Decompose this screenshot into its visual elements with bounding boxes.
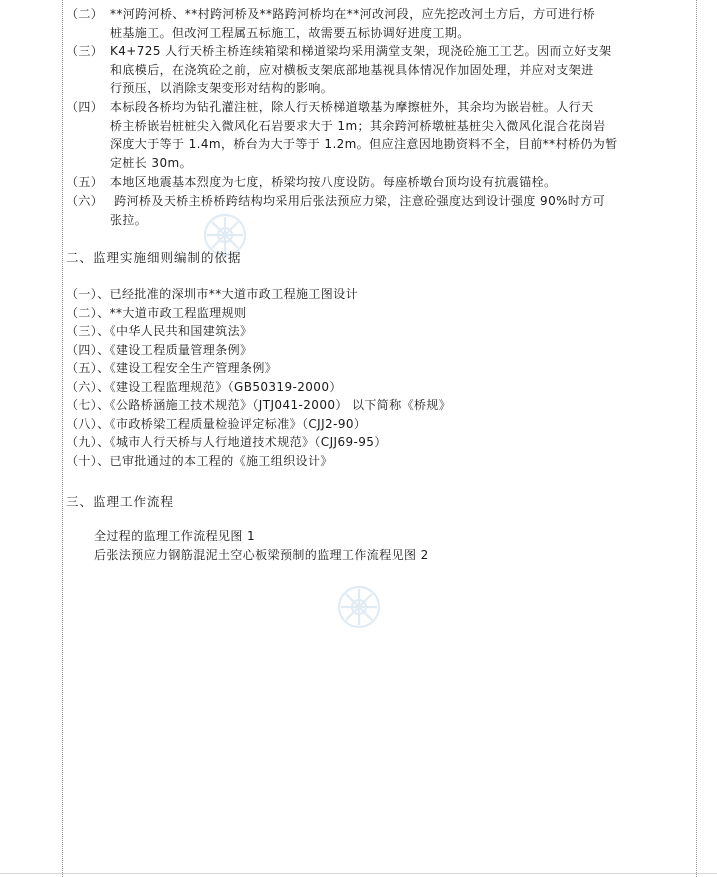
basis-list (66, 285, 451, 470)
paragraph-item (66, 5, 595, 42)
list-item: （六）、《建设工程监理规范》（GB50319-2000） (66, 379, 342, 394)
list-item: （九）、《城市人行天桥与人行地道技术规范》（CJJ69-95） (66, 435, 387, 449)
list-item: 后张法预应力钢筋混泥土空心板梁预制的监理工作流程见图 2 (94, 547, 429, 562)
paragraph-text: **河跨河桥、**村跨河桥及**路跨河桥均在**河改河段，应先挖改河土方后，方可进行桥 (110, 7, 596, 21)
paragraph-text: 张拉。 (110, 212, 148, 227)
list-item: （二）、**大道市政工程监理规则 (66, 305, 247, 320)
left-margin-rule (62, 0, 63, 877)
right-margin-rule (696, 0, 697, 877)
paragraph-number: （二） (66, 7, 104, 21)
paragraph-number: （三） (66, 44, 104, 58)
list-item: （四）、《建设工程质量管理条例》 (66, 342, 253, 357)
page-bottom-border (0, 873, 717, 874)
paragraph-text: 桥主桥嵌岩桩桩尖入微风化石岩要求大于 1m；其余跨河桥墩桩基桩尖入微风化混合花岗岩 (110, 118, 606, 133)
list-item: 全过程的监理工作流程见图 1 (94, 529, 256, 543)
list-item: （五）、《建设工程安全生产管理条例》 (66, 361, 278, 375)
list-item: （八）、《市政桥梁工程质量检验评定标准》（CJJ2-90） (66, 416, 367, 431)
list-item: （七）、《公路桥涵施工技术规范》（JTJ041-2000） 以下简称《桥规》 (66, 398, 452, 412)
paragraph-number: （六） (66, 194, 104, 208)
paragraph-item (66, 173, 556, 192)
paragraph-text: 行预压，以消除支架变形对结构的影响。 (110, 81, 334, 95)
paragraph-text: 本标段各桥均为钻孔灌注桩，除人行天桥梯道墩基为摩擦桩外，其余均为嵌岩桩。人行天 (110, 100, 594, 114)
workflow-list (94, 527, 429, 564)
paragraph-text: 本地区地震基本烈度为七度，桥梁均按八度设防。每座桥墩台顶均设有抗震锚栓。 (110, 175, 557, 189)
watermark-emblem-icon (334, 582, 384, 632)
section-heading: 二、监理实施细则编制的依据 (66, 250, 242, 265)
paragraph-item (66, 192, 605, 229)
paragraph-text: K4+725 人行天桥主桥连续箱梁和梯道梁均采用满堂支架，现浇砼施工工艺。因而立好支架 (110, 44, 612, 58)
paragraph-text: 深度大于等于 1.4m，桥台为大于等于 1.2m。但应注意因地勘资料不全，目前**村桥仍为暂 (110, 137, 618, 151)
paragraph-text: 桩基施工。但改河工程属五标施工，故需要五标协调好进度工期。 (110, 25, 470, 40)
section-heading: 三、监理工作流程 (66, 494, 175, 509)
list-item: （一）、已经批准的深圳市**大道市政工程施工图设计 (66, 287, 359, 301)
list-item: （三）、《中华人民共和国建筑法》 (66, 324, 253, 338)
list-item: （十）、已审批通过的本工程的《施工组织设计》 (66, 453, 333, 468)
paragraph-number: （四） (66, 100, 104, 114)
paragraph-item (66, 98, 618, 172)
paragraph-text: 跨河桥及天桥主桥桥跨结构均采用后张法预应力梁，注意砼强度达到设计强度 90%时方可 (110, 194, 606, 208)
paragraph-number: （五） (66, 175, 104, 189)
paragraph-text: 定桩长 30m。 (110, 155, 192, 170)
paragraph-item (66, 42, 611, 98)
paragraph-text: 和底模后，在浇筑砼之前，应对横板支架底部地基视具体情况作加固处理，并应对支架进 (110, 62, 594, 77)
